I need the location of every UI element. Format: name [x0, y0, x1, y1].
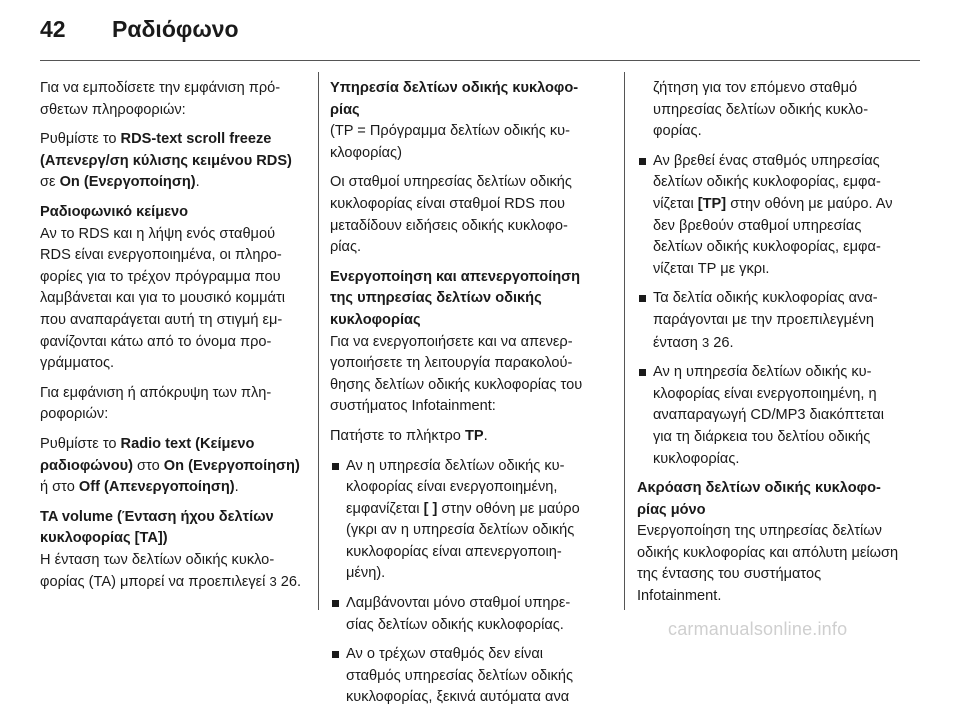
paragraph: Για να εμποδίσετε την εμφάνιση πρόσθετων πληροφοριών:: [40, 80, 281, 118]
page-number: 42: [40, 16, 66, 42]
menu-value: Off (Απενεργοποίηση): [78, 479, 235, 496]
bullet-item: Αν η υπηρεσία δελτίων οδικής κυκλοφορίας είναι ενεργοποιημένη, εμφανίζεται [ ] στην οθόνη με μαύρο (γκρι αν η υπηρεσία δελτίων οδικής κυκλοφορίας είναι απενεργοποιημένη).: [330, 456, 592, 586]
bullet-continuation: ζήτηση για τον επόμενο σταθμό υπηρεσίας δελτίων οδικής κυκλοφορίας.: [653, 80, 869, 140]
section: [40, 202, 302, 375]
section-text: Για να ενεργοποιήσετε και να απενεργοποιήσετε τη λειτουργία παρακολούθησης δελτίων οδικής κυκλοφορίας του συστήματος Infotainment:: [330, 333, 583, 415]
bullet-item: Τα δελτία οδικής κυκλοφορίας αναπαράγονται με την προεπιλεγμένη ένταση 3 26.: [637, 288, 899, 354]
section: [637, 478, 899, 608]
page-title: Ραδιόφωνο: [112, 16, 239, 42]
column-divider-1: [318, 72, 319, 610]
paragraph: Ρυθμίστε το RDS-text scroll freeze (Απενεργ/ση κύλισης κειμένου RDS) σε On (Ενεργοποίηση).: [40, 131, 292, 191]
column-1: [40, 78, 302, 602]
menu-setting: RDS-text scroll freeze (Απενεργ/ση κύλισης κειμένου RDS): [40, 131, 292, 169]
section-heading: TA volume (Ένταση ήχου δελτίων κυκλοφορίας [TA]): [40, 508, 274, 547]
paragraph: Πατήστε το πλήκτρο TP.: [330, 427, 488, 444]
menu-value: On (Ενεργοποίηση): [59, 174, 196, 191]
paragraph: Ρυθμίστε το Radio text (Κείμενο ραδιοφώνου) στο On (Ενεργοποίηση) ή στο Off (Απενεργοποίηση).: [40, 435, 300, 496]
bullet-item: Αν βρεθεί ένας σταθμός υπηρεσίας δελτίων οδικής κυκλοφορίας, εμφανίζεται [TP] στην οθόνη με μαύρο. Αν δεν βρεθούν σταθμοί υπηρεσίας δελτίων οδικής κυκλοφορίας, εμφανίζεται TP με γκρι.: [637, 151, 899, 281]
page-header: [40, 16, 239, 48]
paragraph: Οι σταθμοί υπηρεσίας δελτίων οδικής κυκλοφορίας είναι σταθμοί RDS που μεταδίδουν ειδήσεις οδικής κυκλοφορίας.: [330, 174, 572, 256]
section: [330, 267, 592, 418]
button-label: TP: [464, 427, 484, 444]
header-rule: [40, 60, 920, 61]
page-reference-icon[interactable]: 3: [701, 334, 710, 350]
page-reference[interactable]: 26.: [709, 334, 734, 351]
section: [330, 78, 592, 164]
page-reference-icon[interactable]: 3: [269, 574, 277, 590]
section-heading: Υπηρεσία δελτίων οδικής κυκλοφορίας: [330, 80, 579, 118]
display-symbol: [ ]: [423, 500, 438, 517]
section-text: Αν το RDS και η λήψη ενός σταθμού RDS είναι ενεργοποιημένα, οι πληροφορίες για το τρέχον πρόγραμμα που λαμβάνεται και για το μουσικό κομμάτι που αναπαράγεται αυτή τη στιγμή εμφανίζονται κάτω από το όνομα προγράμματος.: [40, 225, 286, 372]
menu-setting: Radio text (Κείμενο ραδιοφώνου): [40, 435, 255, 474]
bullet-item: Λαμβάνονται μόνο σταθμοί υπηρεσίας δελτίων οδικής κυκλοφορίας.: [330, 593, 592, 636]
column-divider-2: [624, 72, 625, 610]
page-reference[interactable]: 26.: [276, 574, 302, 591]
bullet-item: Αν η υπηρεσία δελτίων οδικής κυκλοφορίας είναι ενεργοποιημένη, η αναπαραγωγή CD/MP3 διακόπτεται για τη διάρκεια του δελτίου οδικής κυκλοφορίας.: [637, 362, 899, 470]
section-text: Η ένταση των δελτίων οδικής κυκλοφορίας (TA) μπορεί να προεπιλεγεί: [40, 551, 275, 591]
menu-value: On (Ενεργοποίηση): [163, 457, 300, 474]
display-symbol: [TP]: [697, 195, 727, 212]
column-2: [330, 78, 592, 717]
bullet-item: Αν ο τρέχων σταθμός δεν είναι σταθμός υπηρεσίας δελτίων οδικής κυκλοφορίας, ξεκινά αυτόματα ανα: [330, 644, 592, 709]
paragraph: Για εμφάνιση ή απόκρυψη των πληροφοριών:: [40, 384, 272, 423]
column-3: [637, 78, 899, 616]
section-heading: Ραδιοφωνικό κείμενο: [40, 203, 189, 220]
section-text: Ενεργοποίηση της υπηρεσίας δελτίων οδικής κυκλοφορίας και απόλυτη μείωση της έντασης του συστήματος Infotainment.: [637, 523, 899, 605]
section-heading: Ακρόαση δελτίων οδικής κυκλοφορίας μόνο: [637, 480, 881, 518]
watermark: carmanualsonline.info: [668, 619, 848, 639]
section: [40, 507, 302, 594]
section-text: (TP = Πρόγραμμα δελτίων οδικής κυκλοφορίας): [330, 123, 570, 161]
section-heading: Ενεργοποίηση και απενεργοποίηση της υπηρεσίας δελτίων οδικής κυκλοφορίας: [330, 268, 581, 328]
